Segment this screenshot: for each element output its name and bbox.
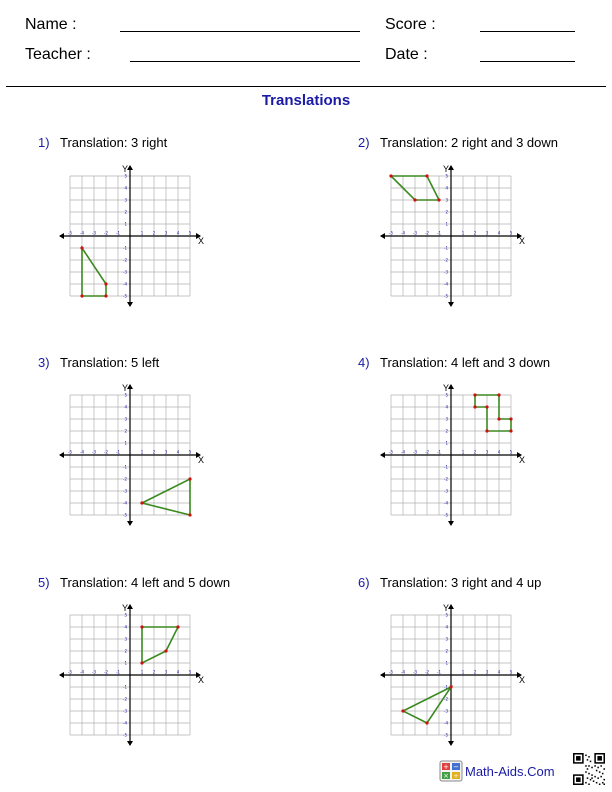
coordinate-grid-1 — [68, 164, 205, 299]
shape-vertex — [80, 246, 83, 249]
y-tick-label: -2 — [123, 696, 127, 702]
x-tick-label: 5 — [188, 230, 192, 236]
x-tick-label: 5 — [509, 230, 513, 236]
x-tick-label: -1 — [437, 669, 441, 675]
qr-module — [603, 779, 605, 781]
x-tick-label: 3 — [164, 230, 168, 236]
y-tick-label: -4 — [123, 720, 127, 726]
x-tick-label: -5 — [68, 449, 72, 455]
x-tick-label: 5 — [188, 449, 192, 455]
score-field[interactable] — [480, 31, 575, 32]
shape-vertex — [188, 477, 191, 480]
x-tick-label: -2 — [104, 669, 108, 675]
y-tick-label: 2 — [124, 428, 127, 434]
name-label: Name : — [25, 16, 77, 33]
qr-module — [597, 756, 602, 761]
qr-module — [593, 780, 595, 782]
y-tick-label: -5 — [444, 732, 448, 738]
y-tick-label: -1 — [123, 464, 127, 470]
x-tick-label: -3 — [413, 230, 417, 236]
x-axis-arrow — [59, 452, 64, 458]
qr-module — [585, 755, 587, 757]
y-tick-label: 3 — [124, 197, 127, 203]
y-tick-label: -3 — [123, 708, 127, 714]
y-tick-label: 2 — [124, 209, 127, 215]
problem-number: 1) — [38, 135, 50, 150]
shape-vertex — [80, 294, 83, 297]
qr-module — [596, 782, 598, 784]
x-axis-arrow — [59, 672, 64, 678]
x-tick-label: -3 — [413, 669, 417, 675]
x-tick-label: -3 — [92, 449, 96, 455]
x-tick-label: -1 — [437, 449, 441, 455]
qr-module — [603, 783, 605, 785]
x-tick-label: 1 — [140, 230, 144, 236]
shape-vertex — [473, 393, 476, 396]
qr-module — [587, 759, 589, 761]
y-tick-label: 1 — [445, 221, 448, 227]
y-tick-label: 5 — [445, 392, 448, 398]
coordinate-grid-6 — [389, 603, 526, 738]
y-tick-label: -1 — [123, 245, 127, 251]
y-tick-label: 2 — [445, 428, 448, 434]
x-axis-label: X — [198, 675, 205, 685]
qr-module — [599, 771, 601, 773]
x-tick-label: -2 — [104, 449, 108, 455]
qr-module — [591, 777, 593, 779]
svg-text:÷: ÷ — [453, 772, 459, 780]
x-tick-label: 2 — [152, 230, 156, 236]
y-tick-label: -5 — [444, 293, 448, 299]
problem-label: Translation: 3 right — [60, 135, 168, 150]
x-axis-label: X — [198, 455, 205, 465]
y-axis-arrow — [127, 741, 133, 746]
y-tick-label: 1 — [124, 221, 127, 227]
x-tick-label: -2 — [104, 230, 108, 236]
y-tick-label: 1 — [124, 440, 127, 446]
x-tick-label: -4 — [401, 449, 405, 455]
translation-shape — [142, 627, 178, 663]
y-axis-arrow — [127, 521, 133, 526]
x-tick-label: -5 — [389, 230, 393, 236]
x-tick-label: 4 — [497, 449, 501, 455]
y-tick-label: -4 — [444, 720, 448, 726]
shape-vertex — [425, 721, 428, 724]
x-tick-label: -4 — [80, 230, 84, 236]
shape-vertex — [473, 405, 476, 408]
y-tick-label: 3 — [445, 416, 448, 422]
y-tick-label: -5 — [123, 293, 127, 299]
calculator-icon — [439, 760, 463, 782]
qr-module — [590, 779, 592, 781]
date-field[interactable] — [480, 61, 575, 62]
y-tick-label: -5 — [123, 512, 127, 518]
x-tick-label: 4 — [176, 669, 180, 675]
x-tick-label: 3 — [164, 669, 168, 675]
x-axis-label: X — [519, 675, 526, 685]
y-tick-label: 2 — [445, 209, 448, 215]
shape-vertex — [140, 661, 143, 664]
x-tick-label: 4 — [497, 669, 501, 675]
problem-label: Translation: 2 right and 3 down — [380, 135, 559, 150]
x-tick-label: -5 — [68, 230, 72, 236]
qr-module — [585, 782, 587, 784]
x-tick-label: -1 — [437, 230, 441, 236]
x-tick-label: 2 — [152, 449, 156, 455]
header-divider — [6, 86, 606, 87]
qr-module — [588, 783, 590, 785]
shape-vertex — [188, 513, 191, 516]
qr-module — [587, 768, 589, 770]
x-tick-label: 2 — [473, 669, 477, 675]
qr-module — [585, 771, 587, 773]
y-tick-label: 4 — [445, 624, 448, 630]
x-tick-label: -4 — [80, 669, 84, 675]
problem-number: 2) — [358, 135, 370, 150]
qr-module — [591, 774, 593, 776]
qr-module — [600, 776, 602, 778]
x-tick-label: 2 — [473, 230, 477, 236]
y-axis-arrow — [127, 302, 133, 307]
y-tick-label: -3 — [123, 269, 127, 275]
svg-text:+: + — [443, 763, 449, 771]
x-tick-label: -1 — [116, 449, 120, 455]
x-tick-label: 3 — [485, 669, 489, 675]
y-axis-arrow — [448, 521, 454, 526]
qr-module — [588, 756, 590, 758]
x-tick-label: -1 — [116, 230, 120, 236]
x-tick-label: -3 — [92, 669, 96, 675]
shape-vertex — [140, 501, 143, 504]
y-tick-label: 1 — [124, 660, 127, 666]
qr-module — [603, 768, 605, 770]
qr-module — [599, 783, 601, 785]
x-axis-arrow — [59, 233, 64, 239]
x-tick-label: 3 — [485, 449, 489, 455]
x-axis-arrow — [380, 233, 385, 239]
y-tick-label: -4 — [123, 281, 127, 287]
qr-code-icon — [573, 753, 605, 785]
x-tick-label: -4 — [80, 449, 84, 455]
problem-number: 3) — [38, 355, 50, 370]
qr-module — [585, 765, 587, 767]
shape-vertex — [104, 282, 107, 285]
y-tick-label: 3 — [445, 636, 448, 642]
problem-label: Translation: 4 left and 5 down — [60, 575, 231, 590]
qr-module — [587, 777, 589, 779]
y-tick-label: -2 — [444, 696, 448, 702]
y-tick-label: 4 — [124, 624, 127, 630]
qr-module — [600, 765, 602, 767]
x-tick-label: -3 — [92, 230, 96, 236]
qr-module — [588, 765, 590, 767]
x-tick-label: -5 — [389, 449, 393, 455]
x-tick-label: 1 — [461, 230, 465, 236]
y-tick-label: 5 — [445, 173, 448, 179]
x-tick-label: 4 — [176, 230, 180, 236]
x-axis-arrow — [380, 452, 385, 458]
coordinate-grid-3 — [68, 383, 205, 518]
y-tick-label: -3 — [444, 708, 448, 714]
problem-label: Translation: 3 right and 4 up — [380, 575, 542, 590]
y-tick-label: 5 — [445, 612, 448, 618]
qr-module — [602, 773, 604, 775]
y-axis-arrow — [448, 741, 454, 746]
y-tick-label: -2 — [123, 476, 127, 482]
qr-module — [576, 756, 581, 761]
qr-module — [591, 767, 593, 769]
y-tick-label: 3 — [445, 197, 448, 203]
y-tick-label: 5 — [124, 612, 127, 618]
y-tick-label: 4 — [124, 404, 127, 410]
y-tick-label: -4 — [123, 500, 127, 506]
qr-module — [596, 770, 598, 772]
y-tick-label: -3 — [444, 269, 448, 275]
y-tick-label: -1 — [444, 245, 448, 251]
teacher-label: Teacher : — [25, 46, 91, 63]
coordinate-grid-2 — [389, 164, 526, 299]
x-tick-label: 1 — [461, 669, 465, 675]
x-tick-label: -2 — [425, 669, 429, 675]
shape-vertex — [164, 649, 167, 652]
y-tick-label: 4 — [445, 404, 448, 410]
teacher-field[interactable] — [130, 61, 360, 62]
y-tick-label: 5 — [124, 392, 127, 398]
x-tick-label: 1 — [461, 449, 465, 455]
shape-vertex — [389, 174, 392, 177]
y-tick-label: 5 — [124, 173, 127, 179]
x-tick-label: -4 — [401, 230, 405, 236]
shape-vertex — [413, 198, 416, 201]
shape-vertex — [497, 417, 500, 420]
y-tick-label: 1 — [445, 660, 448, 666]
x-tick-label: -3 — [413, 449, 417, 455]
x-tick-label: 1 — [140, 449, 144, 455]
x-axis-label: X — [519, 236, 526, 246]
y-tick-label: -1 — [444, 464, 448, 470]
translation-shape — [475, 395, 511, 431]
shape-vertex — [425, 174, 428, 177]
qr-module — [597, 777, 599, 779]
shape-vertex — [509, 417, 512, 420]
score-label: Score : — [385, 16, 436, 33]
y-tick-label: 2 — [445, 648, 448, 654]
problem-number: 4) — [358, 355, 370, 370]
x-axis-arrow — [380, 672, 385, 678]
qr-module — [597, 767, 599, 769]
shape-vertex — [176, 625, 179, 628]
problem-label: Translation: 5 left — [60, 355, 160, 370]
y-tick-label: -3 — [123, 488, 127, 494]
x-tick-label: 3 — [485, 230, 489, 236]
coordinate-grid-5 — [68, 603, 205, 738]
shape-vertex — [437, 198, 440, 201]
y-axis-label: Y — [122, 164, 129, 174]
shape-vertex — [401, 709, 404, 712]
y-tick-label: 4 — [124, 185, 127, 191]
y-axis-label: Y — [443, 603, 450, 613]
x-tick-label: -4 — [401, 669, 405, 675]
y-tick-label: -2 — [444, 476, 448, 482]
x-tick-label: -2 — [425, 230, 429, 236]
y-tick-label: -4 — [444, 500, 448, 506]
x-tick-label: -1 — [116, 669, 120, 675]
x-tick-label: -5 — [389, 669, 393, 675]
shape-vertex — [140, 625, 143, 628]
y-axis-label: Y — [122, 383, 129, 393]
qr-module — [602, 782, 604, 784]
y-tick-label: -1 — [444, 684, 448, 690]
qr-module — [594, 765, 596, 767]
x-tick-label: 5 — [188, 669, 192, 675]
problem-number: 5) — [38, 575, 50, 590]
y-axis-label: Y — [122, 603, 129, 613]
y-axis-label: Y — [443, 383, 450, 393]
y-tick-label: -3 — [444, 488, 448, 494]
x-tick-label: 4 — [176, 449, 180, 455]
y-tick-label: -2 — [444, 257, 448, 263]
y-tick-label: 2 — [124, 648, 127, 654]
x-tick-label: 4 — [497, 230, 501, 236]
y-axis-arrow — [448, 302, 454, 307]
x-tick-label: -2 — [425, 449, 429, 455]
qr-module — [594, 776, 596, 778]
worksheet-title: Translations — [261, 92, 351, 109]
shape-vertex — [485, 429, 488, 432]
x-tick-label: 3 — [164, 449, 168, 455]
shape-vertex — [449, 685, 452, 688]
problem-number: 6) — [358, 575, 370, 590]
y-tick-label: -2 — [123, 257, 127, 263]
shape-vertex — [497, 393, 500, 396]
y-tick-label: -4 — [444, 281, 448, 287]
y-tick-label: 1 — [445, 440, 448, 446]
qr-module — [576, 777, 581, 782]
coordinate-grid-4 — [389, 383, 526, 518]
x-tick-label: 5 — [509, 669, 513, 675]
qr-module — [588, 773, 590, 775]
shape-vertex — [104, 294, 107, 297]
y-tick-label: 4 — [445, 185, 448, 191]
y-tick-label: -1 — [123, 684, 127, 690]
x-tick-label: 5 — [509, 449, 513, 455]
y-tick-label: 3 — [124, 636, 127, 642]
problem-label: Translation: 4 left and 3 down — [380, 355, 551, 370]
x-axis-label: X — [198, 236, 205, 246]
y-tick-label: -5 — [444, 512, 448, 518]
y-tick-label: 3 — [124, 416, 127, 422]
x-tick-label: 2 — [473, 449, 477, 455]
x-tick-label: -5 — [68, 669, 72, 675]
svg-text:−: − — [453, 763, 459, 771]
shape-vertex — [485, 405, 488, 408]
name-field[interactable] — [120, 31, 360, 32]
x-axis-label: X — [519, 455, 526, 465]
x-tick-label: 1 — [140, 669, 144, 675]
shape-vertex — [509, 429, 512, 432]
y-tick-label: -5 — [123, 732, 127, 738]
svg-text:×: × — [443, 772, 449, 780]
x-tick-label: 2 — [152, 669, 156, 675]
y-axis-label: Y — [443, 164, 450, 174]
qr-module — [590, 761, 592, 763]
date-label: Date : — [385, 46, 428, 63]
footer-brand[interactable]: Math-Aids.Com — [465, 764, 555, 779]
